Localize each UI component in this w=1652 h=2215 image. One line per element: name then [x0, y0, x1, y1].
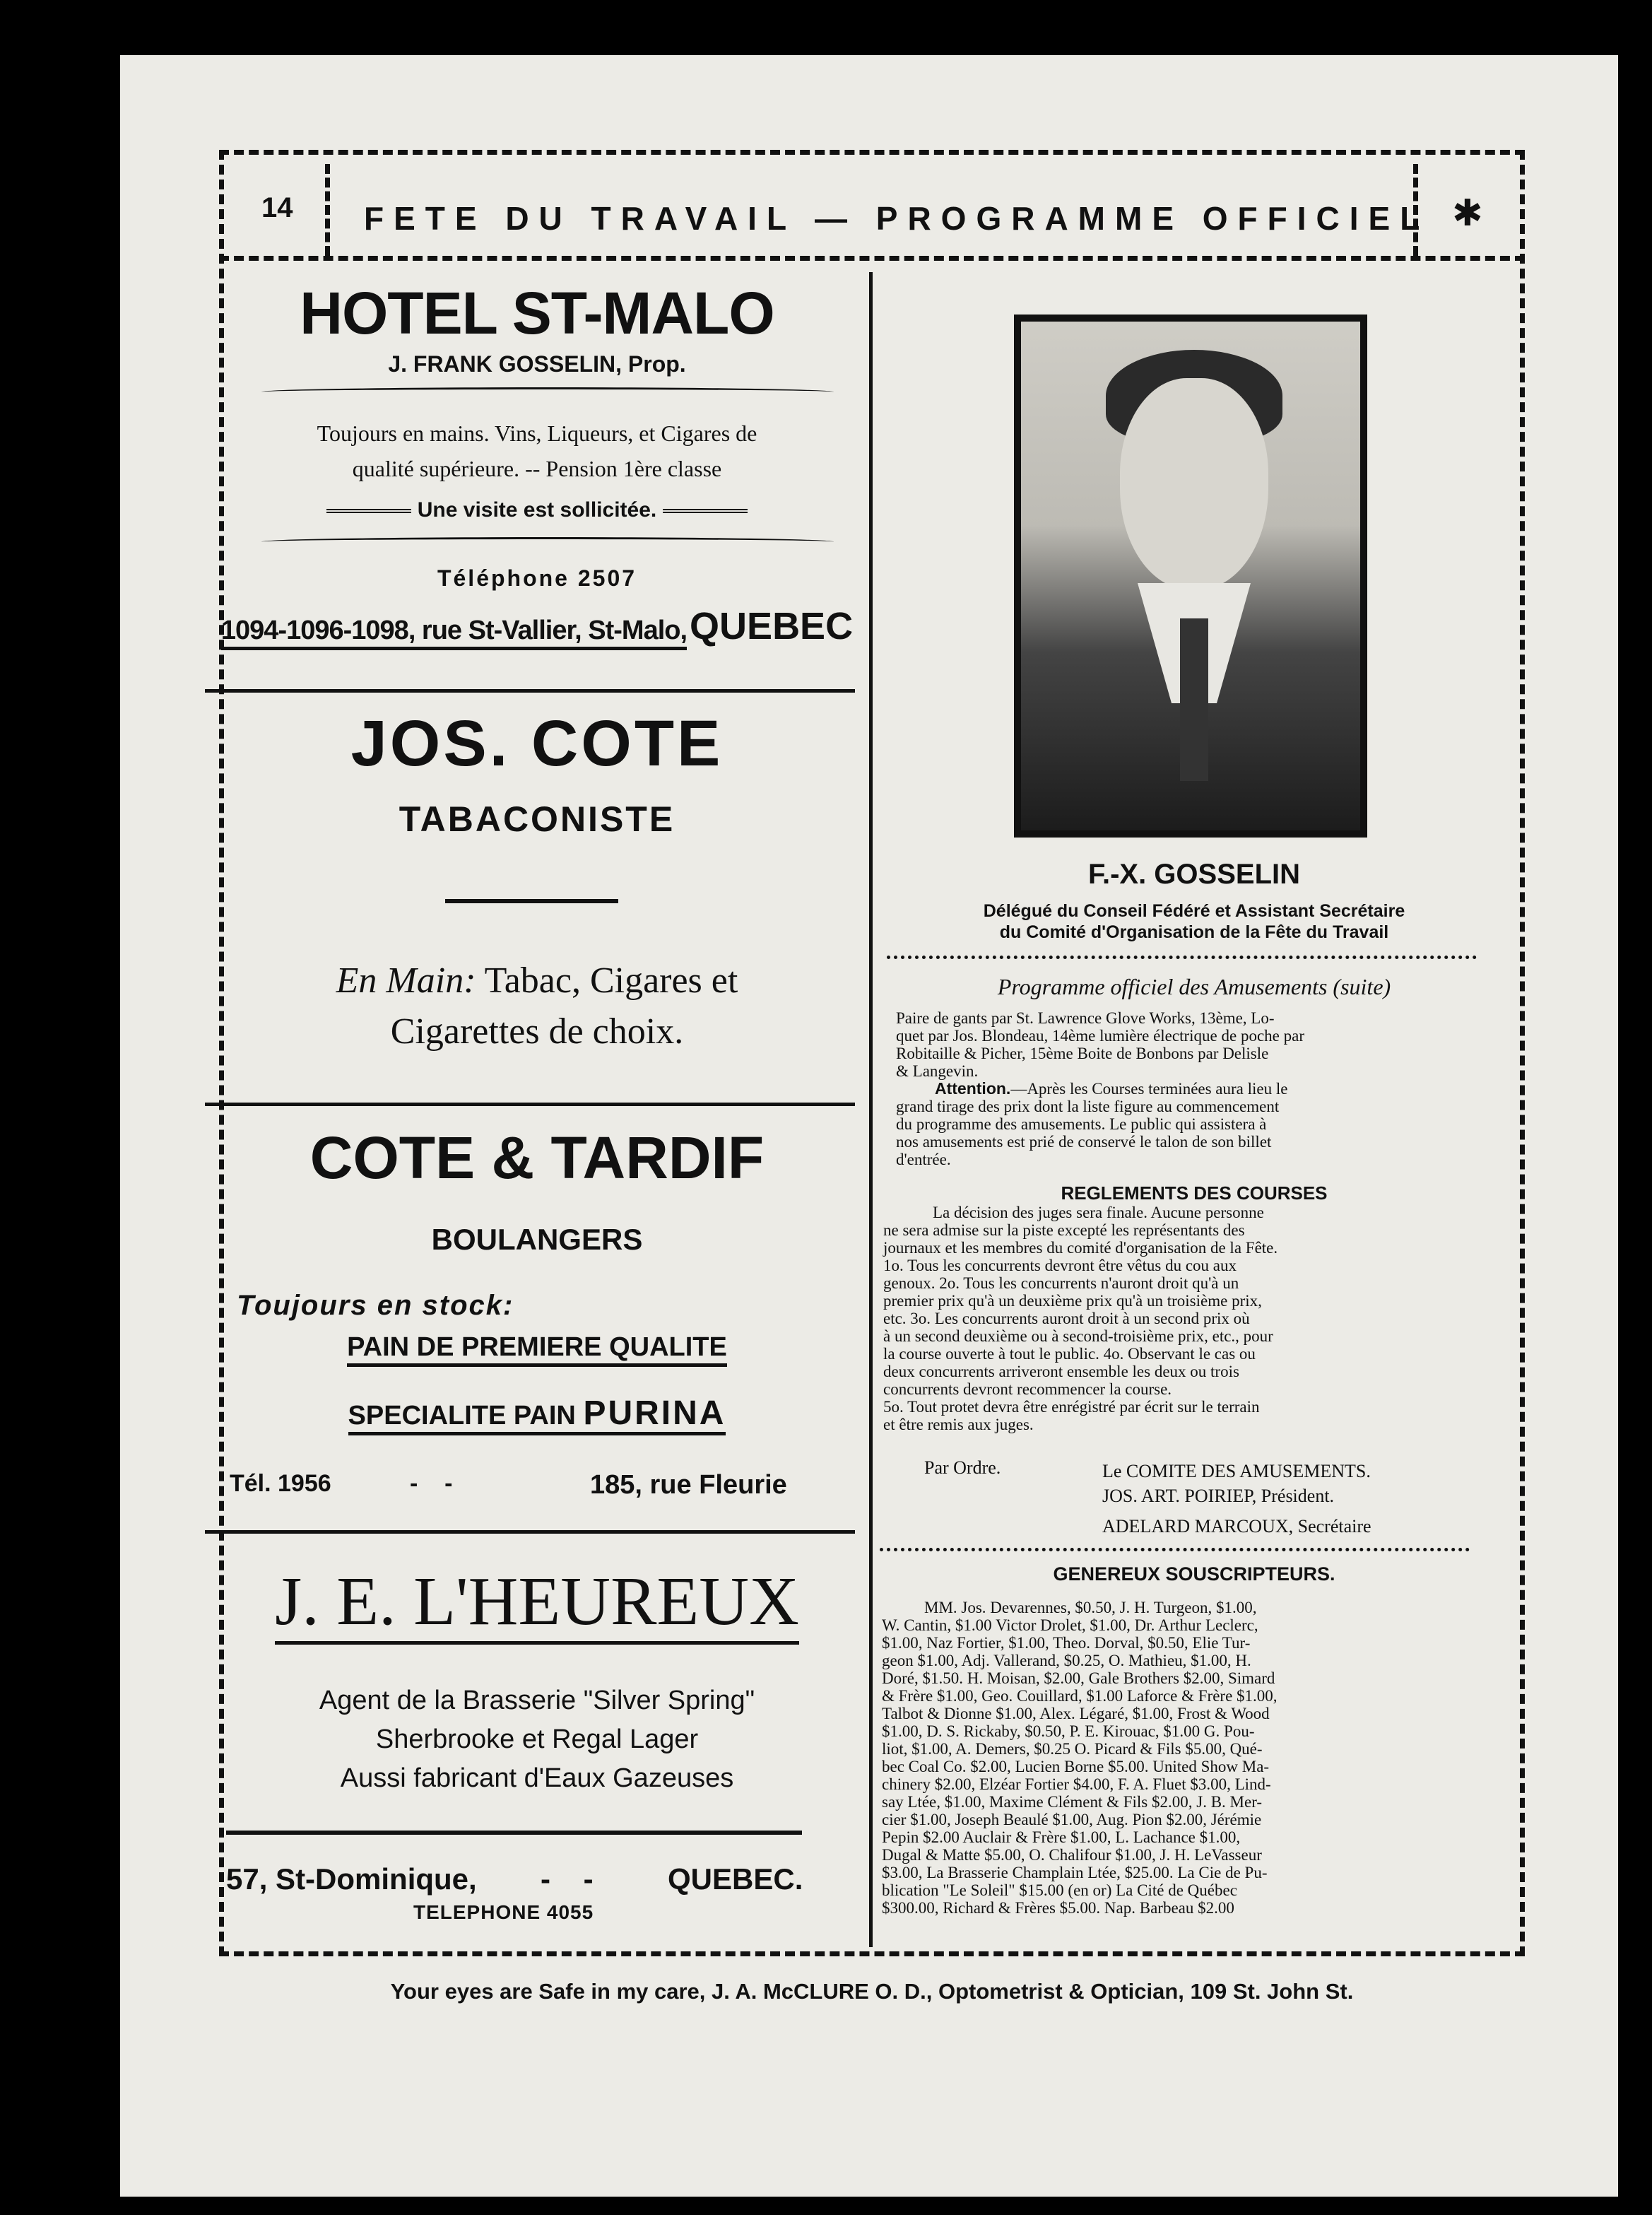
text-line: quet par Jos. Blondeau, 14ème lumière électrique de poche par [896, 1027, 1304, 1045]
text-line: Talbot & Dionne $1.00, Alex. Légaré, $1.00, Frost & Wood [882, 1705, 1270, 1722]
text-line: et être remis aux juges. [883, 1416, 1034, 1433]
tardif-stock: Toujours en stock: [237, 1290, 514, 1321]
text-line: Doré, $1.50. H. Moisan, $2.00, Gale Brothers $2.00, Simard [882, 1669, 1275, 1687]
text-line: Dugal & Matte $5.00, O. Chalifour $1.00, J. H. LeVasseur [882, 1846, 1262, 1864]
text-line: cier $1.00, Joseph Beaulé $1.00, Aug. Pion $2.00, Jérémie [882, 1811, 1262, 1828]
text-line: & Langevin. [896, 1062, 979, 1080]
text-line: $1.00, Naz Fortier, $1.00, Theo. Dorval, $0.50, Elie Tur- [882, 1634, 1251, 1652]
text-line: MM. Jos. Devarennes, $0.50, J. H. Turgeon, $1.00, [924, 1599, 1257, 1616]
dotted-rule [880, 1548, 1470, 1558]
page-title: FETE DU TRAVAIL — PROGRAMME OFFICIEL [364, 200, 1430, 237]
text-line [896, 1080, 1475, 1098]
programme-title: Programme officiel des Amusements (suite) [997, 974, 1391, 999]
rule-ornament [326, 509, 411, 513]
reglements-title: REGLEMENTS DES COURSES [1061, 1182, 1328, 1204]
text-line: du programme des amusements. Le public qui assistera à [896, 1115, 1267, 1133]
header-divider [325, 164, 330, 256]
asterisk-icon: ✱ [1452, 192, 1483, 235]
lheureux-name-line [205, 1562, 869, 1641]
column-divider [869, 272, 873, 1947]
text-line: chinery $2.00, Elzéar Fortier $4.00, F. A. Fluet $3.00, Lind- [882, 1775, 1271, 1793]
text-line: & Frère $1.00, Geo. Couillard, $1.00 Laforce & Frère $1.00, [882, 1687, 1278, 1705]
hotel-text: Toujours en mains. Vins, Liqueurs, et Cigares de [317, 421, 757, 446]
hotel-name: HOTEL ST-MALO [300, 280, 774, 346]
text-line: à un second deuxième ou à second-troisième prix, etc., pour [883, 1327, 1273, 1345]
text-line: concurrents devront recommencer la course. [883, 1380, 1172, 1398]
text-line: deux concurrents arriveront ensemble les deux ou trois [883, 1363, 1239, 1380]
text-line: nos amusements est prié de conservé le talon de son billet [896, 1133, 1272, 1151]
rule-ornament [663, 509, 748, 513]
hotel-address-line [205, 604, 869, 648]
page-header [219, 150, 1525, 263]
hotel-visit-text: Une visite est sollicitée. [417, 498, 657, 522]
signature-president: JOS. ART. POIRIEP, Président. [1102, 1486, 1335, 1506]
section-divider [205, 1103, 855, 1106]
portrait-name: F.-X. GOSSELIN [1087, 859, 1301, 890]
lheureux-text: Aussi fabricant d'Eaux Gazeuses [340, 1763, 734, 1793]
portrait-caption: Délégué du Conseil Fédéré et Assistant Secrétaire [983, 901, 1405, 921]
hotel-visit [205, 498, 869, 522]
tardif-pain-line [205, 1332, 869, 1363]
portrait-tie [1180, 618, 1208, 781]
signature-committee: Le COMITE DES AMUSEMENTS. [1102, 1461, 1371, 1481]
lheureux-phone: TELEPHONE 4055 [413, 1901, 594, 1923]
tardif-pain: PAIN DE PREMIERE QUALITE [347, 1332, 727, 1367]
tardif-special-a: SPECIALITE PAIN [348, 1401, 576, 1430]
reglements-text [883, 1204, 1470, 1433]
lheureux-address: 57, St-Dominique, [226, 1862, 477, 1896]
text-line: journaux et les membres du comité d'organisation de la Fête. [883, 1239, 1278, 1257]
text-line: 1o. Tous les concurrents devront être vêtus du cou aux [883, 1257, 1237, 1274]
hotel-proprietor: J. FRANK GOSSELIN, Prop. [388, 351, 686, 377]
tardif-special-line [205, 1394, 869, 1433]
text-line: 5o. Tout protet devra être enrégistré par écrit sur le terrain [883, 1398, 1260, 1416]
text-line: La décision des juges sera finale. Aucune personne [933, 1204, 1264, 1221]
par-ordre: Par Ordre. [924, 1457, 1001, 1478]
section-divider [205, 689, 855, 693]
hotel-city: QUEBEC [690, 605, 854, 647]
programme-text [896, 1009, 1475, 1168]
souscripteurs-text [882, 1599, 1470, 1917]
text-line: geon $1.00, Adj. Vallerand, $0.25, O. Mathieu, $1.00, H. [882, 1652, 1251, 1669]
lheureux-city: QUEBEC. [668, 1862, 803, 1896]
tardif-dashes: - - [410, 1470, 453, 1497]
dotted-rule [887, 956, 1477, 966]
text-line: Pepin $2.00 Auclair & Frère $1.00, L. Lachance $1.00, [882, 1828, 1241, 1846]
cote-trade: TABACONISTE [399, 799, 675, 839]
tardif-special [348, 1394, 726, 1435]
tardif-name: COTE & TARDIF [309, 1124, 765, 1191]
text-line: $300.00, Richard & Frères $5.00. Nap. Barbeau $2.00 [882, 1899, 1234, 1917]
portrait-photo [1014, 315, 1367, 838]
lheureux-dashes: - - [541, 1862, 594, 1896]
hotel-address: 1094-1096-1098, rue St-Vallier, St-Malo, [221, 616, 687, 650]
text-line: la course ouverte à tout le public. 4o. Observant le cas ou [883, 1345, 1256, 1363]
portrait-caption: du Comité d'Organisation de la Fête du Travail [999, 922, 1389, 942]
text-line: blication "Le Soleil" $15.00 (en or) La Cité de Québec [882, 1881, 1237, 1899]
lheureux-text: Sherbrooke et Regal Lager [375, 1725, 699, 1754]
footer-ad: Your eyes are Safe in my care, J. A. McCLURE O. D., Optometrist & Optician, 109 St. John St. [390, 1979, 1354, 2004]
text-line: d'entrée. [896, 1151, 951, 1168]
cote-en-main: En Main: [336, 960, 476, 1001]
tardif-trade: BOULANGERS [431, 1223, 643, 1256]
text-line: genoux. 2o. Tous les concurrents n'auront droit qu'à un [883, 1274, 1239, 1292]
souscripteurs-title: GENEREUX SOUSCRIPTEURS. [1053, 1563, 1335, 1585]
lheureux-text: Agent de la Brasserie "Silver Spring" [319, 1686, 755, 1715]
tardif-tel: Tél. 1956 [230, 1470, 331, 1497]
text-line: etc. 3o. Les concurrents auront droit à un second prix où [883, 1310, 1250, 1327]
text-line: $1.00, D. S. Rickaby, $0.50, P. E. Kirouac, $1.00 G. Pou- [882, 1722, 1255, 1740]
cote-text [205, 960, 869, 1001]
signature-secretary: ADELARD MARCOUX, Secrétaire [1102, 1516, 1371, 1537]
text-line: ne sera admise sur la piste excepté les représentants des [883, 1221, 1245, 1239]
text-line: W. Cantin, $1.00 Victor Drolet, $1.00, Dr. Arthur Leclerc, [882, 1616, 1258, 1634]
cote-name: JOS. COTE [350, 707, 724, 780]
tardif-address: 185, rue Fleurie [590, 1470, 787, 1500]
text-line: say Ltée, $1.00, Maxime Clément & Fils $2.00, J. B. Mer- [882, 1793, 1263, 1811]
text-line: liot, $1.00, A. Demers, $0.25 O. Picard & Fils $5.00, Qué- [882, 1740, 1263, 1758]
text-line: Robitaille & Picher, 15ème Boite de Bonbons par Delisle [896, 1045, 1269, 1062]
text-line: bec Coal Co. $2.00, Lucien Borne $5.00. United Show Ma- [882, 1758, 1270, 1775]
portrait-image [1021, 322, 1360, 830]
tardif-special-b: PURINA [583, 1394, 726, 1432]
page-number: 14 [261, 192, 293, 223]
hotel-text: qualité supérieure. -- Pension 1ère classe [352, 456, 722, 481]
attention-label: Attention. [935, 1079, 1011, 1098]
cote-products-2: Cigarettes de choix. [390, 1011, 684, 1052]
attention-text: —Après les Courses terminées aura lieu le [1010, 1080, 1288, 1098]
hotel-phone: Téléphone 2507 [437, 565, 637, 591]
cote-products: Tabac, Cigares et [484, 960, 738, 1001]
text-line: Paire de gants par St. Lawrence Glove Works, 13ème, Lo- [896, 1009, 1275, 1027]
wavy-rule [261, 537, 834, 546]
short-rule [445, 899, 618, 903]
wavy-rule [261, 387, 834, 396]
portrait-face [1120, 378, 1268, 590]
long-rule [226, 1831, 802, 1835]
text-line: premier prix qu'à un deuxième prix qu'à un troisième prix, [883, 1292, 1262, 1310]
header-rule [219, 256, 1525, 261]
section-divider [205, 1530, 855, 1534]
text-line: $3.00, La Brasserie Champlain Ltée, $25.00. La Cie de Pu- [882, 1864, 1268, 1881]
lheureux-name: J. E. L'HEUREUX [275, 1563, 799, 1645]
text-line: grand tirage des prix dont la liste figure au commencement [896, 1098, 1280, 1115]
